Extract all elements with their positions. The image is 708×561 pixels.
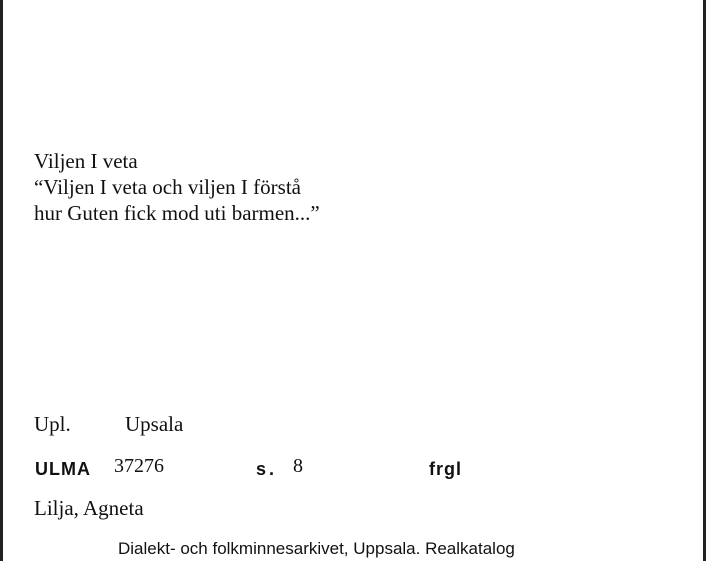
card-title: Viljen I veta (34, 149, 138, 173)
card-right-border (703, 0, 706, 561)
province-label: Upl. (34, 412, 71, 436)
informant-name: Lilja, Agneta (34, 496, 144, 520)
page-label: s. (256, 459, 278, 479)
place-label: Upsala (125, 412, 184, 436)
card-left-border (0, 0, 3, 561)
page-number: 8 (293, 455, 303, 477)
type-code: frgl (429, 459, 462, 479)
archive-number: 37276 (114, 455, 164, 477)
quote-line-2: hur Guten fick mod uti barmen...” (34, 201, 320, 225)
quote-line-1: “Viljen I veta och viljen I förstå (34, 175, 301, 199)
archive-code: ULMA (35, 459, 91, 479)
archive-footer: Dialekt- och folkminnesarkivet, Uppsala. Realkatalog (118, 539, 515, 558)
